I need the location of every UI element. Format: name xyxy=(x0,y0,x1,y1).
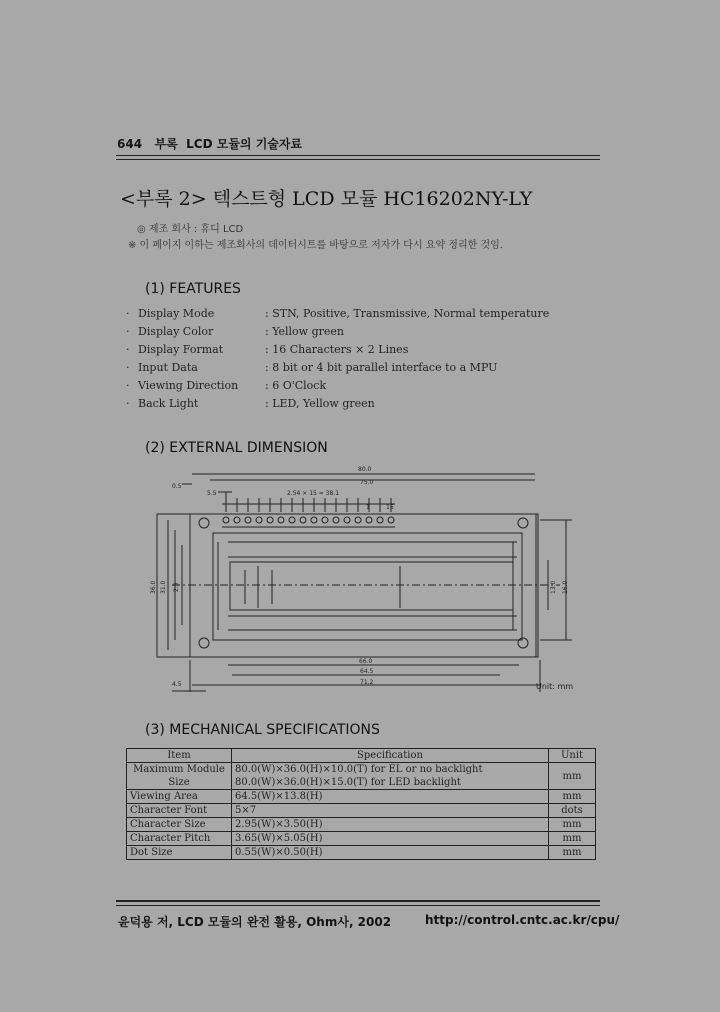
feature-value: : 8 bit or 4 bit parallel interface to a MPU xyxy=(265,361,498,374)
spec-cell: 0.55(W)×0.50(H) xyxy=(232,846,549,860)
footer-url[interactable]: http://control.cntc.ac.kr/cpu/ xyxy=(425,913,620,927)
feature-name: Viewing Direction xyxy=(138,379,239,392)
feature-value: : Yellow green xyxy=(265,325,344,338)
footer-rule-thin xyxy=(116,905,600,906)
dim-label: 36.0 xyxy=(150,580,157,594)
dimension-heading: (2) EXTERNAL DIMENSION xyxy=(145,440,328,456)
dim-label: 13.0 xyxy=(550,580,557,594)
feature-name: Display Mode xyxy=(138,307,215,320)
item-cell: Dot Size xyxy=(127,846,232,860)
feature-value: : STN, Positive, Transmissive, Normal temperature xyxy=(265,307,550,320)
spec-line: 80.0(W)×36.0(H)×15.0(T) for LED backlight xyxy=(235,777,461,788)
bullet: · xyxy=(126,325,130,338)
features-heading: (1) FEATURES xyxy=(145,281,241,297)
dim-label: 80.0 xyxy=(358,466,372,473)
dim-label: 4.5 xyxy=(172,681,182,688)
footer-citation: 윤덕용 저, LCD 모듈의 완전 활용, Ohm사, 2002 xyxy=(118,915,392,929)
footer-rule-thick xyxy=(116,900,600,902)
page-title: <부록 2> 텍스트형 LCD 모듈 HC16202NY-LY xyxy=(120,188,533,210)
column-header: Specification xyxy=(232,749,549,763)
unit-cell: mm xyxy=(549,818,596,832)
table-row xyxy=(127,818,596,832)
unit-cell: mm xyxy=(549,832,596,846)
item-cell: Character Size xyxy=(127,818,232,832)
bullet: · xyxy=(126,361,130,374)
dim-label: 71.2 xyxy=(360,679,374,686)
feature-value: : 16 Characters × 2 Lines xyxy=(265,343,409,356)
bullet: · xyxy=(126,307,130,320)
note-line: ※ 이 페이지 이하는 제조회사의 데이터시트를 바탕으로 저자가 다시 요약 정리한 것임. xyxy=(128,240,503,251)
unit-cell: dots xyxy=(549,804,596,818)
table-row xyxy=(127,763,596,790)
mount-hole-icon xyxy=(199,638,209,648)
mechanical-heading: (3) MECHANICAL SPECIFICATIONS xyxy=(145,722,380,738)
mount-hole-icon xyxy=(518,638,528,648)
spec-cell: 3.65(W)×5.05(H) xyxy=(232,832,549,846)
bottom-dim-lines xyxy=(172,665,540,691)
table-header-row xyxy=(127,749,596,763)
table-row xyxy=(127,804,596,818)
right-dim-lines xyxy=(548,520,566,640)
spec-cell: 2.95(W)×3.50(H) xyxy=(232,818,549,832)
table-row xyxy=(127,846,596,860)
dim-label: 75.0 xyxy=(360,479,374,486)
spec-line: 80.0(W)×36.0(H)×10.0(T) for EL or no backlight xyxy=(235,764,483,775)
display-ticks xyxy=(245,566,400,608)
spec-cell xyxy=(232,763,549,790)
item-cell: Character Font xyxy=(127,804,232,818)
bullet: · xyxy=(126,379,130,392)
bullet: · xyxy=(126,397,130,410)
pin-row xyxy=(223,517,394,523)
page-number: 644 xyxy=(117,137,143,151)
dim-label: 5.5 xyxy=(207,490,217,497)
item-cell: Viewing Area xyxy=(127,790,232,804)
table-row xyxy=(127,790,596,804)
dim-label: 2.54 × 15 = 38.1 xyxy=(287,490,340,497)
chapter-title: 부록 LCD 모듈의 기술자료 xyxy=(154,137,303,151)
feature-name: Display Color xyxy=(138,325,214,338)
bezel-outline xyxy=(213,533,522,640)
unit-cell: mm xyxy=(549,846,596,860)
dim-label: 0.5 xyxy=(172,483,182,490)
dim-label: 64.5 xyxy=(360,668,374,675)
dim-label: 2.5 xyxy=(173,582,180,592)
dim-label: 31.0 xyxy=(160,580,167,594)
dim-label: 16 xyxy=(386,504,394,511)
dim-label: 66.0 xyxy=(359,658,373,665)
feature-name: Input Data xyxy=(138,361,198,374)
unit-cell: mm xyxy=(549,790,596,804)
dim-label: 1 xyxy=(366,504,370,511)
mount-hole-icon xyxy=(199,518,209,528)
feature-value: : LED, Yellow green xyxy=(265,397,375,410)
bullet: · xyxy=(126,343,130,356)
item-cell: Character Pitch xyxy=(127,832,232,846)
item-cell: Maximum Module Size xyxy=(127,763,232,790)
feature-name: Back Light xyxy=(138,397,199,410)
manufacturer-line: ◎ 제조 회사 : 휴디 LCD xyxy=(137,224,244,235)
feature-value: : 6 O'Clock xyxy=(265,379,327,392)
column-header: Unit xyxy=(549,749,596,763)
feature-name: Display Format xyxy=(138,343,224,356)
bezel-sides xyxy=(218,542,513,630)
mount-hole-icon xyxy=(518,518,528,528)
spec-table xyxy=(126,748,596,860)
right-extension-lines xyxy=(540,520,572,640)
dim-label: 16.0 xyxy=(562,580,569,594)
column-header: Item xyxy=(127,749,232,763)
bezel-lines xyxy=(228,542,517,630)
unit-label: Unit: mm xyxy=(536,682,574,691)
spec-cell: 5×7 xyxy=(232,804,549,818)
spec-cell: 64.5(W)×13.8(H) xyxy=(232,790,549,804)
table-row xyxy=(127,832,596,846)
unit-cell: mm xyxy=(549,763,596,790)
